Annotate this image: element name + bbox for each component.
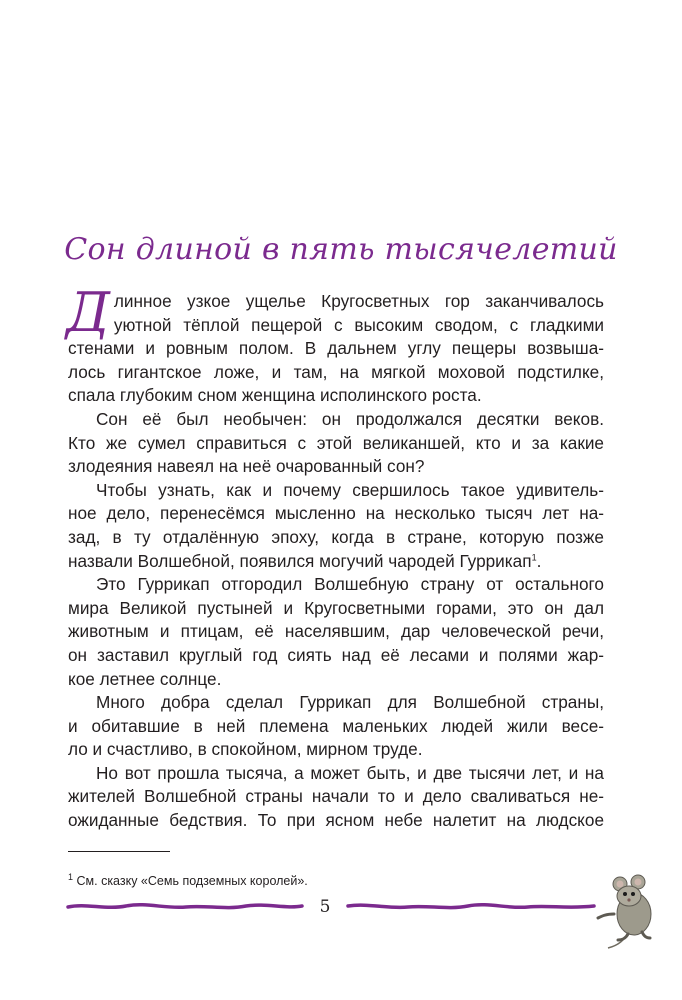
footnote-rule <box>68 851 170 852</box>
paragraph: ло и счастливо, в спокойном, мирном труде. <box>68 739 423 760</box>
chapter-body <box>66 281 604 833</box>
page-decor-line-left <box>66 900 304 914</box>
paragraph: назвали Волшебной, появился могучий чародей Гуррикап$^1$. <box>68 550 542 571</box>
footnote <box>68 871 308 888</box>
footnote-text: См. сказку «Семь подземных королей». <box>76 874 308 888</box>
paragraph: Длинное узкое ущелье Кругосветных гор заканчивалось уютной тёплой пещерой с высоким сводом, с гладкими стенами и ровным полом. В дальнем углу пещеры возвыша- лось гигантское ложе, и там, на мягкой моховой подстилке, <box>66 281 604 382</box>
paragraph: злодеяния навеял на неё очарованный сон? <box>68 456 425 477</box>
paragraph: кое летнее солнце. <box>68 668 222 689</box>
paragraph: Много добра сделал Гуррикап для Волшебной страны, и обитавшие в ней племена маленьких людей жили весе- <box>68 692 604 736</box>
footnote-marker: 1 <box>531 551 537 562</box>
paragraph: Сон её был необычен: он продолжался десятки веков. Кто же сумел справиться с этой великаншей, кто и за какие <box>68 408 604 453</box>
chapter-title: Сон длиной в пять тысячелетий <box>64 232 618 267</box>
paragraph: спала глубоким сном женщина исполинского роста. <box>68 385 482 406</box>
footnote-number: 1 <box>68 871 74 882</box>
paragraph: Это Гуррикап отгородил Волшебную страну от остального мира Великой пустыней и Кругосветными горами, это он дал животным и птицам, её населявшим, дар человеческой речи, он заставил круглый год сиять над её лесами и полями жар- <box>68 574 604 665</box>
page-decor-line-right <box>346 900 596 914</box>
page-number: 5 <box>319 897 331 917</box>
mouse-illustration <box>584 870 664 950</box>
paragraph: Чтобы узнать, как и почему свершилось такое удивитель- ное дело, перенесёмся мысленно на несколько тысяч лет на- зад, в ту отдалённую эпоху, когда в стране, которую позже <box>68 479 604 547</box>
paragraph: Но вот прошла тысяча, а может быть, и две тысячи лет, и на жителей Волшебной страны начали то и дело сваливаться не- ожиданные бедствия. То при ясном небе налетит на людское <box>68 762 604 831</box>
drop-cap: Д <box>66 281 110 344</box>
